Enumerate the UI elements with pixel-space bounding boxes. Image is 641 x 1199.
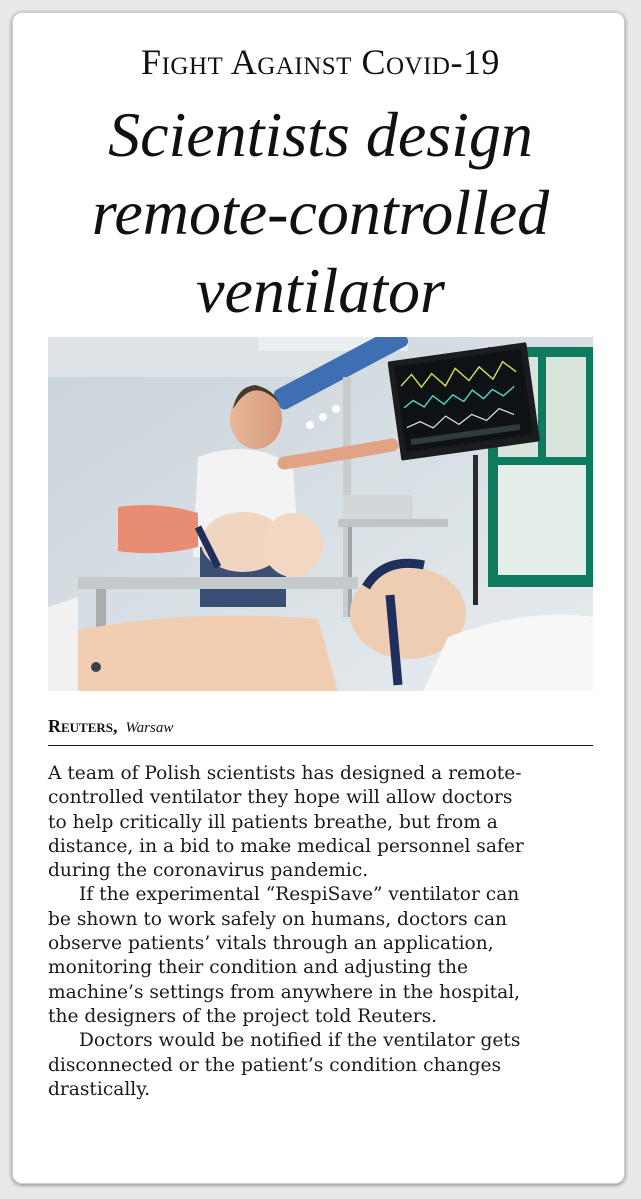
body-line: A team of Polish scientists has designed a remote-: [48, 763, 522, 784]
body-line: controlled ventilator they hope will allow doctors: [48, 787, 513, 809]
paragraph: [48, 762, 593, 883]
body-line: monitoring their condition and adjusting the: [48, 957, 468, 979]
article-headline: [30, 96, 611, 330]
paragraph: [48, 1029, 593, 1102]
body-line: the designers of the project told Reuters.: [48, 1005, 438, 1027]
body-line: Doctors would be notified if the ventilator gets: [79, 1030, 521, 1052]
article-photo: [48, 337, 593, 691]
dateline: [48, 716, 593, 746]
body-line: to help critically ill patients breathe, but from a: [48, 811, 498, 833]
dateline-agency: Reuters,: [48, 716, 118, 736]
headline-line: Scientists design: [108, 99, 533, 170]
body-line: drastically.: [48, 1078, 151, 1100]
body-line: be shown to work safely on humans, doctors can: [48, 908, 508, 930]
headline-line: ventilator: [196, 255, 445, 326]
body-line: machine’s settings from anywhere in the hospital,: [48, 981, 521, 1003]
body-line: during the coronavirus pandemic.: [48, 860, 369, 882]
body-line: distance, in a bid to make medical personnel safer: [48, 835, 524, 857]
dateline-city: Warsaw: [125, 720, 174, 736]
paragraph: [48, 883, 593, 1029]
article-kicker: Fight Against Covid-19: [141, 42, 500, 82]
body-line: observe patients’ vitals through an application,: [48, 933, 494, 955]
body-line: If the experimental “RespiSave” ventilator can: [79, 884, 520, 906]
headline-line: remote-controlled: [91, 177, 550, 248]
body-line: disconnected or the patient’s condition changes: [48, 1054, 502, 1076]
article-body: [48, 762, 593, 1102]
